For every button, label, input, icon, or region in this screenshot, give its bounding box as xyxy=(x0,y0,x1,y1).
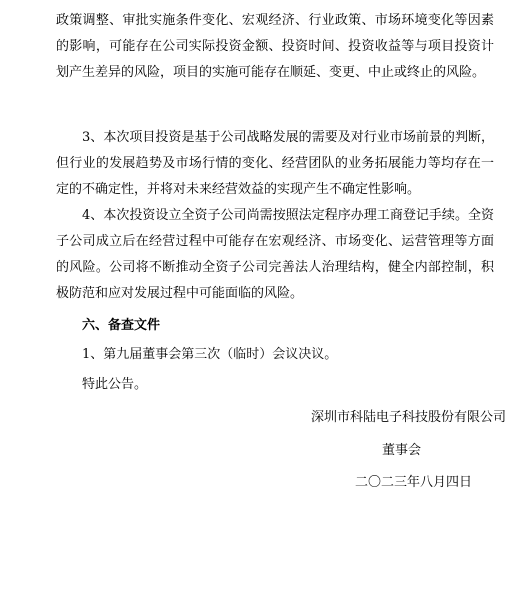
section-heading-reference-documents: 六、备查文件 xyxy=(82,318,161,333)
announcement-date: 二〇二三年八月四日 xyxy=(355,475,473,490)
announcement-closing: 特此公告。 xyxy=(82,377,148,392)
company-name: 深圳市科陆电子科技股份有限公司 xyxy=(311,410,507,425)
reference-document-item-1: 1、第九届董事会第三次（临时）会议决议。 xyxy=(82,347,338,362)
risk-paragraph-4: 4、本次投资设立全资子公司尚需按照法定程序办理工商登记手续。全资子公司成立后在经营过程中可能存在宏观经济、市场变化、运营管理等方面的风险。公司将不断推动全资子公司完善法人治理结构，健全内部控制，积极防范和应对发展过程中可能面临的风险。 xyxy=(56,208,494,301)
risk-paragraph-continued: 政策调整、审批实施条件变化、宏观经济、行业政策、市场环境变化等因素的影响，可能存在公司实际投资金额、投资时间、投资收益等与项目投资计划产生差异的风险，项目的实施可能存在顺延、变更、中止或终止的风险。 xyxy=(56,13,494,80)
risk-paragraph-3: 3、本次项目投资是基于公司战略发展的需要及对行业市场前景的判断，但行业的发展趋势及市场行情的变化、经营团队的业务拓展能力等均存在一定的不确定性，并将对未来经营效益的实现产生不确定性影响。 xyxy=(56,130,494,197)
board-signature: 董事会 xyxy=(382,443,422,458)
